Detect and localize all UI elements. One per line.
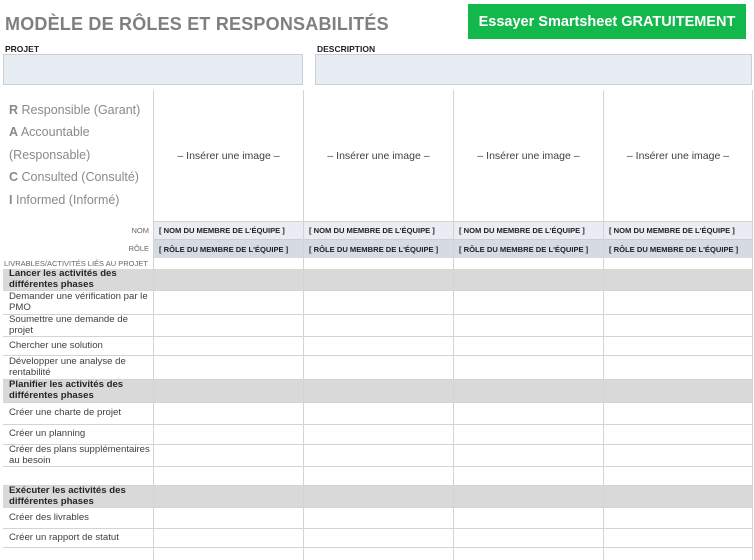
raci-cell[interactable]	[153, 337, 303, 355]
legend-item-a	[9, 121, 140, 143]
raci-cell[interactable]	[153, 380, 303, 402]
raci-cell[interactable]	[603, 315, 753, 336]
raci-cell[interactable]	[603, 403, 753, 424]
raci-cell[interactable]	[453, 315, 603, 336]
name-row-label: NOM	[131, 226, 149, 235]
phase-label: Planifier les activités des différentes phases	[9, 379, 124, 401]
activity-label: Soumettre une demande de projet	[9, 313, 128, 336]
activity-label: Créer un planning	[9, 428, 86, 440]
legend-text: Accountable	[20, 125, 90, 140]
activity-label	[9, 548, 151, 560]
legend-item-a-cont	[9, 144, 140, 166]
description-input[interactable]	[315, 54, 752, 85]
activity-row	[3, 508, 753, 529]
raci-cell[interactable]	[453, 508, 603, 528]
raci-cell[interactable]	[303, 315, 453, 336]
role-row-label: RÔLE	[128, 244, 149, 253]
activity-row	[3, 403, 753, 425]
raci-cell[interactable]	[303, 425, 453, 444]
activity-label: Chercher une solution	[9, 339, 103, 351]
raci-cell[interactable]	[303, 486, 453, 507]
raci-cell[interactable]	[303, 508, 453, 528]
description-label: DESCRIPTION	[317, 44, 376, 54]
raci-cell[interactable]	[453, 403, 603, 424]
raci-cell[interactable]	[453, 337, 603, 355]
raci-cell[interactable]	[303, 529, 453, 547]
phase-label: Lancer les activités des différentes phases	[9, 267, 117, 290]
legend-item-r	[9, 99, 140, 121]
raci-cell[interactable]	[303, 467, 453, 485]
activity-row	[3, 548, 753, 560]
member-role[interactable]: [ RÔLE DU MEMBRE DE L'ÉQUIPE ]	[154, 239, 303, 258]
raci-cell[interactable]	[303, 269, 453, 290]
member-role[interactable]: [ RÔLE DU MEMBRE DE L'ÉQUIPE ]	[604, 239, 752, 258]
legend-letter: C	[9, 170, 19, 185]
raci-cell[interactable]	[303, 380, 453, 402]
member-role[interactable]: [ RÔLE DU MEMBRE DE L'ÉQUIPE ]	[454, 239, 603, 258]
raci-cell[interactable]	[303, 337, 453, 355]
try-smartsheet-button[interactable]: Essayer Smartsheet GRATUITEMENT	[468, 4, 746, 39]
raci-cell[interactable]	[453, 380, 603, 402]
raci-cell[interactable]	[153, 269, 303, 290]
raci-cell[interactable]	[303, 403, 453, 424]
raci-legend	[9, 99, 140, 211]
activity-row	[3, 445, 753, 467]
legend-text: Responsible (Garant)	[21, 103, 141, 117]
activity-label: Créer un rapport de statut	[9, 531, 119, 543]
page-title: MODÈLE DE RÔLES ET RESPONSABILITÉS	[5, 14, 389, 34]
raci-cell[interactable]	[303, 356, 453, 379]
raci-cell[interactable]	[603, 269, 753, 290]
member-name[interactable]: [ NOM DU MEMBRE DE L'ÉQUIPE ]	[304, 221, 453, 239]
member-name[interactable]: [ NOM DU MEMBRE DE L'ÉQUIPE ]	[454, 221, 603, 239]
activity-row	[3, 356, 753, 380]
legend-text: Informed (Informé)	[15, 192, 120, 207]
raci-cell[interactable]	[453, 356, 603, 379]
activity-label: Demander une vérification par le PMO	[9, 290, 148, 313]
activity-row	[3, 529, 753, 548]
raci-cell[interactable]	[153, 291, 303, 314]
raci-cell[interactable]	[453, 445, 603, 466]
raci-cell[interactable]	[303, 548, 453, 560]
raci-cell[interactable]	[603, 467, 753, 485]
raci-cell[interactable]	[603, 445, 753, 466]
raci-cell[interactable]	[153, 445, 303, 466]
legend-letter: I	[9, 192, 13, 207]
activity-row	[3, 467, 753, 486]
legend-text: (Responsable)	[9, 147, 91, 162]
member-name[interactable]: [ NOM DU MEMBRE DE L'ÉQUIPE ]	[604, 221, 752, 239]
member-role[interactable]: [ RÔLE DU MEMBRE DE L'ÉQUIPE ]	[304, 239, 453, 258]
insert-image-placeholder[interactable]: – Insérer une image –	[327, 149, 430, 162]
raci-cell[interactable]	[153, 315, 303, 336]
raci-cell[interactable]	[153, 508, 303, 528]
raci-cell[interactable]	[153, 548, 303, 560]
raci-cell[interactable]	[303, 445, 453, 466]
raci-cell[interactable]	[153, 403, 303, 424]
raci-cell[interactable]	[453, 269, 603, 290]
insert-image-placeholder[interactable]: – Insérer une image –	[177, 149, 280, 162]
raci-cell[interactable]	[603, 356, 753, 379]
activity-label: Créer des livrables	[9, 511, 89, 523]
raci-cell[interactable]	[453, 425, 603, 444]
insert-image-placeholder[interactable]: – Insérer une image –	[626, 149, 730, 162]
deliverables-section-label: LIVRABLES/ACTIVITÉS LIÉS AU PROJET	[4, 259, 148, 268]
legend-letter: A	[9, 125, 19, 140]
activity-label: Développer une analyse de rentabilité	[9, 355, 126, 378]
raci-cell[interactable]	[453, 486, 603, 507]
phase-label: Exécuter les activités des différentes phases	[9, 484, 126, 507]
insert-image-placeholder[interactable]: – Insérer une image –	[477, 149, 580, 162]
raci-cell[interactable]	[153, 529, 303, 547]
activity-label: Créer des plans supplémentaires au besoin	[9, 443, 150, 466]
activity-row	[3, 425, 753, 445]
activity-label: Créer une charte de projet	[9, 407, 121, 419]
raci-cell[interactable]	[453, 291, 603, 314]
raci-cell[interactable]	[603, 486, 753, 507]
raci-cell[interactable]	[453, 529, 603, 547]
raci-cell[interactable]	[603, 380, 753, 402]
member-name[interactable]: [ NOM DU MEMBRE DE L'ÉQUIPE ]	[154, 221, 303, 239]
legend-text: Consulted (Consulté)	[21, 170, 139, 185]
raci-cell[interactable]	[303, 291, 453, 314]
raci-cell[interactable]	[603, 291, 753, 314]
legend-item-c	[9, 166, 140, 188]
raci-cell[interactable]	[453, 467, 603, 485]
phase-row	[3, 380, 753, 403]
activity-row	[3, 291, 753, 315]
raci-cell[interactable]	[153, 486, 303, 507]
raci-cell[interactable]	[603, 425, 753, 444]
legend-letter: R	[9, 103, 19, 117]
raci-cell[interactable]	[603, 529, 753, 547]
raci-cell[interactable]	[603, 337, 753, 355]
legend-item-i	[9, 189, 140, 211]
project-input[interactable]	[3, 54, 303, 85]
raci-cell[interactable]	[153, 467, 303, 485]
project-label: PROJET	[5, 44, 40, 54]
activity-label	[9, 467, 151, 485]
raci-cell[interactable]	[603, 548, 753, 560]
raci-cell[interactable]	[453, 548, 603, 560]
raci-cell[interactable]	[153, 356, 303, 379]
phase-row	[3, 486, 753, 508]
raci-cell[interactable]	[603, 508, 753, 528]
activity-row	[3, 315, 753, 337]
phase-row	[3, 269, 753, 291]
activity-row	[3, 337, 753, 356]
raci-cell[interactable]	[153, 425, 303, 444]
